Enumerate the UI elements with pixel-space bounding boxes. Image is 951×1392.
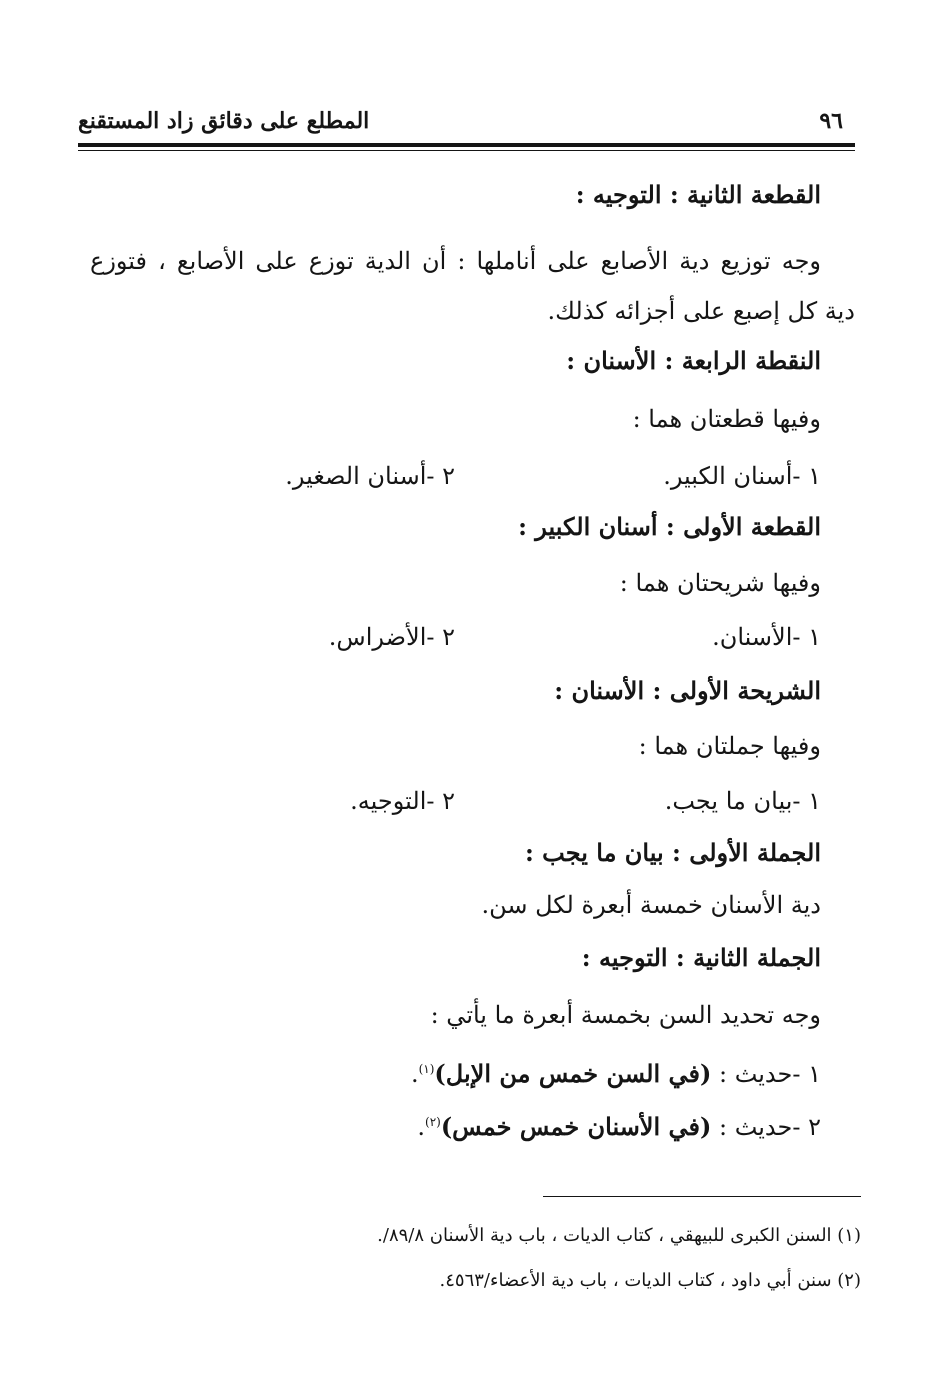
heading-jumla-1: الجملة الأولى : بيان ما يجب : xyxy=(524,838,821,867)
text-line: وجه تحديد السن بخمسة أبعرة ما يأتي : xyxy=(430,1001,821,1029)
heading-qitaa-1: القطعة الأولى : أسنان الكبير : xyxy=(518,512,821,541)
hadith-prefix: ٢ -حديث : xyxy=(711,1113,821,1141)
footnote-separator xyxy=(543,1196,861,1197)
list-item: ١ -أسنان الكبير. xyxy=(663,462,821,490)
list-item: ١ -الأسنان. xyxy=(712,623,821,651)
running-title: المطلع على دقائق زاد المستقنع xyxy=(78,108,370,134)
text-line: وفيها قطعتان هما : xyxy=(632,405,821,433)
hadith-end: . xyxy=(417,1113,425,1141)
page-number: ٩٦ xyxy=(819,108,843,134)
text-line: وفيها شريحتان هما : xyxy=(619,569,821,597)
footnote: (٢) سنن أبي داود ، كتاب الديات ، باب دية الأعضاء/٤٥٦٣. xyxy=(439,1270,861,1291)
paragraph-line: وجه توزيع دية الأصابع على أناملها : أن الدية توزع على الأصابع ، فتوزع xyxy=(90,247,821,275)
footnote-ref[interactable]: (١) xyxy=(418,1062,435,1076)
list-item: ٢ -الأضراس. xyxy=(328,623,455,651)
text-line: دية الأسنان خمسة أبعرة لكل سن. xyxy=(481,891,821,919)
hadith-quote: (في الأسنان خمس خمس) xyxy=(440,1112,712,1141)
footnote: (١) السنن الكبرى للبيهقي ، كتاب الديات ، باب دية الأسنان ٨٩/٨/. xyxy=(377,1225,861,1246)
list-item: ٢ -التوجيه. xyxy=(350,787,455,815)
text-line: وفيها جملتان هما : xyxy=(638,732,821,760)
hadith-quote: (في السن خمس من الإبل) xyxy=(434,1059,712,1088)
page-header xyxy=(78,100,843,146)
header-rule-thin xyxy=(78,150,855,151)
hadith-item xyxy=(417,1105,821,1144)
list-item: ٢ -أسنان الصغير. xyxy=(285,462,455,490)
header-rule-thick xyxy=(78,143,855,147)
hadith-item xyxy=(411,1052,821,1091)
heading-qitaa-2-tawjih: القطعة الثانية : التوجيه : xyxy=(575,180,821,209)
list-item: ١ -بيان ما يجب. xyxy=(664,787,821,815)
paragraph-line: دية كل إصبع على أجزائه كذلك. xyxy=(547,297,855,325)
heading-jumla-2: الجملة الثانية : التوجيه : xyxy=(581,943,821,972)
heading-shariha-1: الشريحة الأولى : الأسنان : xyxy=(554,676,821,705)
hadith-end: . xyxy=(410,1060,419,1088)
footnote-ref[interactable]: (٢) xyxy=(425,1115,441,1129)
hadith-prefix: ١ -حديث : xyxy=(711,1060,821,1088)
heading-nuqta-4-asnan: النقطة الرابعة : الأسنان : xyxy=(566,346,821,375)
